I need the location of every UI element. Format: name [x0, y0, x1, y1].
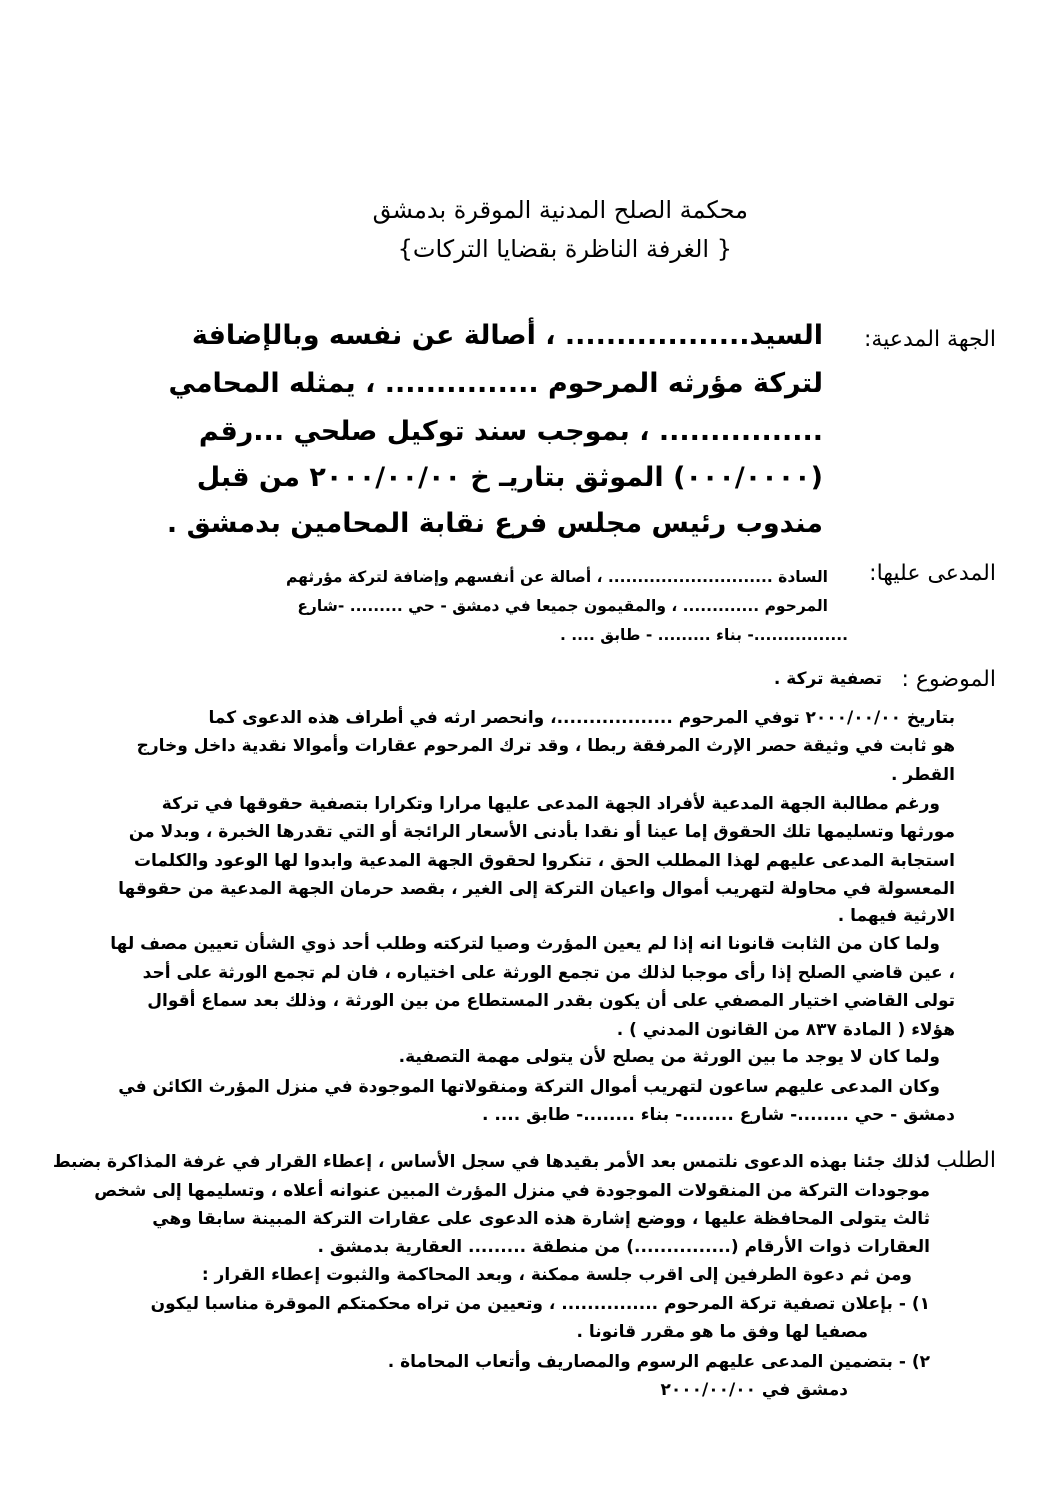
chamber-title: { الغرفة الناظرة بقضايا التركات}	[397, 235, 732, 263]
request-line: موجودات التركة من المنقولات الموجودة في منزل المؤرث المبين عنوانه أعلاه ، وتسليمها إلى شخص	[94, 1181, 930, 1201]
facts-line: مورثها وتسليمها تلك الحقوق إما عينا أو نقدا بأدنى الأسعار الرائجة أو التي تقدرها الخبرة ، وبدلا من	[128, 822, 955, 842]
request-line: ٢) - بتضمين المدعى عليهم الرسوم والمصاريف وأتعاب المحاماة .	[387, 1352, 930, 1372]
facts-line: القطر .	[891, 765, 955, 785]
request-line: مصفيا لها وفق ما هو مقرر قانونا .	[576, 1322, 868, 1342]
defendants-line: المرحوم ............. ، والمقيمون جميعا في دمشق - حي ......... -شارع	[297, 597, 828, 615]
request-line: ومن ثم دعوة الطرفين إلى اقرب جلسة ممكنة ، وبعد المحاكمة والثبوت إعطاء القرار :	[201, 1265, 912, 1285]
plaintiff-line: السيد.................. ، أصالة عن نفسه وبالإضافة	[191, 320, 823, 351]
facts-line: ولما كان لا يوجد ما بين الورثة من يصلح لأن يتولى مهمة التصفية.	[398, 1047, 940, 1067]
subject-label: الموضوع :	[901, 667, 996, 692]
facts-line: هو ثابت في وثيقة حصر الإرث المرفقة ربطا ، وقد ترك المرحوم عقارات وأموالا نقدية داخل وخارج	[136, 736, 955, 756]
request-line: العقارات ذوات الأرقام (...............) من منطقة ......... العقارية بدمشق .	[317, 1237, 930, 1257]
plaintiff-line: مندوب رئيس مجلس فرع نقابة المحامين بدمشق .	[166, 508, 823, 539]
facts-line: ولما كان من الثابت قانونا انه إذا لم يعين المؤرث وصيا لتركته وطلب أحد ذوي الشأن تعيين مصف لها	[110, 934, 940, 954]
plaintiff-line: لتركة مؤرثه المرحوم ............... ، يمثله المحامي	[168, 368, 823, 399]
defendants-line: السادة ............................ ، أصالة عن أنفسهم وإضافة لتركة مؤرثهم	[285, 568, 828, 586]
plaintiff-label: الجهة المدعية:	[864, 327, 996, 352]
defendants-line: ................- بناء ......... - طابق .... .	[560, 626, 848, 644]
facts-line: هؤلاء ( المادة ٨٣٧ من القانون المدني ) .	[616, 1020, 955, 1040]
facts-line: تولى القاضي اختيار المصفي على أن يكون بقدر المستطاع من بين الورثة ، وذلك بعد سماع أقوال	[147, 991, 955, 1011]
request-label: الطلب :	[921, 1148, 996, 1173]
request-line: ثالث يتولى المحافظة عليها ، ووضع إشارة هذه الدعوى على عقارات التركة المبينة سابقا وهي	[152, 1209, 930, 1229]
place-date: دمشق في ٢٠٠٠/٠٠/٠٠	[660, 1380, 848, 1400]
facts-line: استجابة المدعى عليهم لهذا المطلب الحق ، تنكروا لحقوق الجهة المدعية وابدوا لها الوعود والكلمات	[133, 851, 955, 871]
facts-line: الارثية فيهما .	[837, 906, 955, 926]
plaintiff-line: (٠٠٠/٠٠٠٠) الموثق بتاريـ خ ٢٠٠٠/٠٠/٠٠ من قبل	[196, 462, 823, 493]
facts-line: بتاريخ ٢٠٠٠/٠٠/٠٠ توفي المرحوم ..................، وانحصر ارثه في أطراف هذه الدعوى كما	[208, 708, 955, 728]
subject-value: تصفية تركة .	[773, 669, 882, 689]
plaintiff-line: ................ ، بموجب سند توكيل صلحي ...رقم	[198, 416, 823, 447]
court-title: محكمة الصلح المدنية الموقرة بدمشق	[372, 196, 748, 224]
defendants-label: المدعى عليها:	[869, 561, 996, 586]
facts-line: دمشق - حي ........- شارع ........- بناء ........- طابق .... .	[481, 1105, 955, 1125]
facts-line: وكان المدعى عليهم ساعون لتهريب أموال التركة ومنقولاتها الموجودة في منزل المؤرث الكائن في	[118, 1077, 940, 1097]
request-line: ١) - بإعلان تصفية تركة المرحوم ............... ، وتعيين من تراه محكمتكم الموقرة مناسبا ليكون	[150, 1294, 930, 1314]
facts-line: ، عين قاضي الصلح إذا رأى موجبا لذلك من تجمع الورثة على اختياره ، فان لم تجمع الورثة على أحد	[142, 963, 955, 983]
facts-line: المعسولة في محاولة لتهريب أموال واعيان التركة إلى الغير ، بقصد حرمان الجهة المدعية من حقوقها	[118, 879, 955, 899]
facts-line: ورغم مطالبة الجهة المدعية لأفراد الجهة المدعى عليها مرارا وتكرارا بتصفية حقوقها في تركة	[161, 794, 940, 814]
request-line: لذلك جئنا بهذه الدعوى نلتمس بعد الأمر بقيدها في سجل الأساس ، إعطاء القرار في غرفة المذاكرة بضبط	[52, 1152, 930, 1172]
